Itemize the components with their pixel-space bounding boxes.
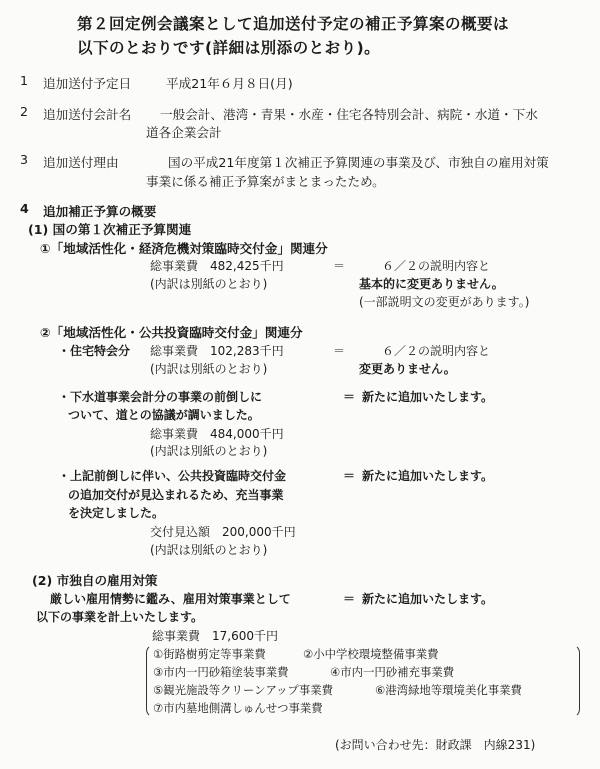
advance-line-1: ・上記前倒しに伴い、公共投資臨時交付金 xyxy=(58,469,287,483)
sewer-equals: ＝ xyxy=(343,390,356,404)
advance-result: 新たに追加いたします。 xyxy=(362,469,494,483)
section-1-label: 追加送付予定日 xyxy=(43,76,132,91)
employment-line-1: 厳しい雇用情勢に鑑み、雇用対策事業として xyxy=(50,592,291,606)
project-item-4: ④市内一円砂補充事業費 xyxy=(330,665,455,679)
project-item-5: ⑤観光施設等クリーンアップ事業費 xyxy=(153,683,334,697)
item-a-result-2: 基本的に変更ありません。 xyxy=(359,277,504,291)
housing-label: ・住宅特会分 xyxy=(58,344,131,358)
section-3-label: 追加送付理由 xyxy=(43,155,119,170)
item-a-total: 総事業費 482,425千円 xyxy=(150,259,284,273)
section-2-label: 追加送付会計名 xyxy=(43,107,132,122)
section-3-line-1: 国の平成21年度第１次補正予算関連の事業及び、市独自の雇用対策 xyxy=(168,155,549,170)
section-2-line-2: 道各企業会計 xyxy=(146,125,222,140)
section-1-number: 1 xyxy=(20,73,29,88)
project-item-6: ⑥港湾緑地等環境美化事業費 xyxy=(375,683,522,697)
sewer-note: (内訳は別紙のとおり) xyxy=(150,444,268,458)
housing-total: 総事業費 102,283千円 xyxy=(150,344,284,358)
section-3-line-2: 事業に係る補正予算案がまとまったため。 xyxy=(146,174,385,189)
item-a-title: ①「地域活性化・経済危機対策臨時交付金」関連分 xyxy=(40,241,328,256)
title-line-2: 以下のとおりです(詳細は別添のとおり)。 xyxy=(77,39,381,57)
sewer-line-2: ついて、道との協議が調いました。 xyxy=(68,408,260,422)
employment-line-2: 以下の事業を計上いたします。 xyxy=(36,610,204,624)
housing-note: (内訳は別紙のとおり) xyxy=(150,362,268,376)
item-a-note: (内訳は別紙のとおり) xyxy=(150,277,268,291)
employment-equals: ＝ xyxy=(343,592,356,606)
subsection-2-heading: (2) 市独自の雇用対策 xyxy=(32,573,158,588)
item-b-title: ②「地域活性化・公共投資臨時交付金」関連分 xyxy=(40,325,303,340)
subsection-1-heading: (1) 国の第１次補正予算関連 xyxy=(28,222,192,237)
item-a-result-3: (一部説明文の変更があります。) xyxy=(359,295,530,309)
section-4-number: 4 xyxy=(20,201,29,216)
section-2-number: 2 xyxy=(20,104,29,119)
employment-result: 新たに追加いたします。 xyxy=(362,592,494,606)
advance-equals: ＝ xyxy=(343,469,356,483)
section-1-value: 平成21年６月８日(月) xyxy=(166,76,293,91)
item-a-equals: ＝ xyxy=(333,259,346,273)
advance-line-2: の追加交付が見込まれるため、充当事業 xyxy=(68,488,284,502)
housing-equals: ＝ xyxy=(333,344,346,358)
contact-info: (お問い合わせ先：財政課 内線231) xyxy=(335,738,536,752)
title-line-1: 第２回定例会議案として追加送付予定の補正予算案の概要は xyxy=(77,15,510,33)
housing-result-2: 変更ありません。 xyxy=(359,362,456,376)
project-item-7: ⑦市内墓地側溝しゅんせつ事業費 xyxy=(153,701,323,715)
sewer-result: 新たに追加いたします。 xyxy=(362,390,494,404)
section-3-number: 3 xyxy=(20,152,29,167)
section-2-line-1: 一般会計、港湾・青果・水産・住宅各特別会計、病院・水道・下水 xyxy=(160,107,538,122)
advance-note: (内訳は別紙のとおり) xyxy=(150,543,268,557)
advance-total: 交付見込額 200,000千円 xyxy=(150,525,296,539)
item-a-result-1: ６／２の説明内容と xyxy=(382,259,491,273)
sewer-line-1: ・下水道事業会計分の事業の前倒しに xyxy=(58,390,263,404)
housing-result-1: ６／２の説明内容と xyxy=(382,344,491,358)
advance-line-3: を決定しました。 xyxy=(68,506,165,520)
section-4-label: 追加補正予算の概要 xyxy=(43,204,157,219)
project-item-3: ③市内一円砂箱塗装事業費 xyxy=(153,665,289,679)
project-item-2: ②小中学校環境整備事業費 xyxy=(303,647,439,661)
sewer-total: 総事業費 484,000千円 xyxy=(150,427,284,441)
employment-total: 総事業費 17,600千円 xyxy=(152,629,278,643)
project-item-1: ①街路樹剪定等事業費 xyxy=(153,647,266,661)
